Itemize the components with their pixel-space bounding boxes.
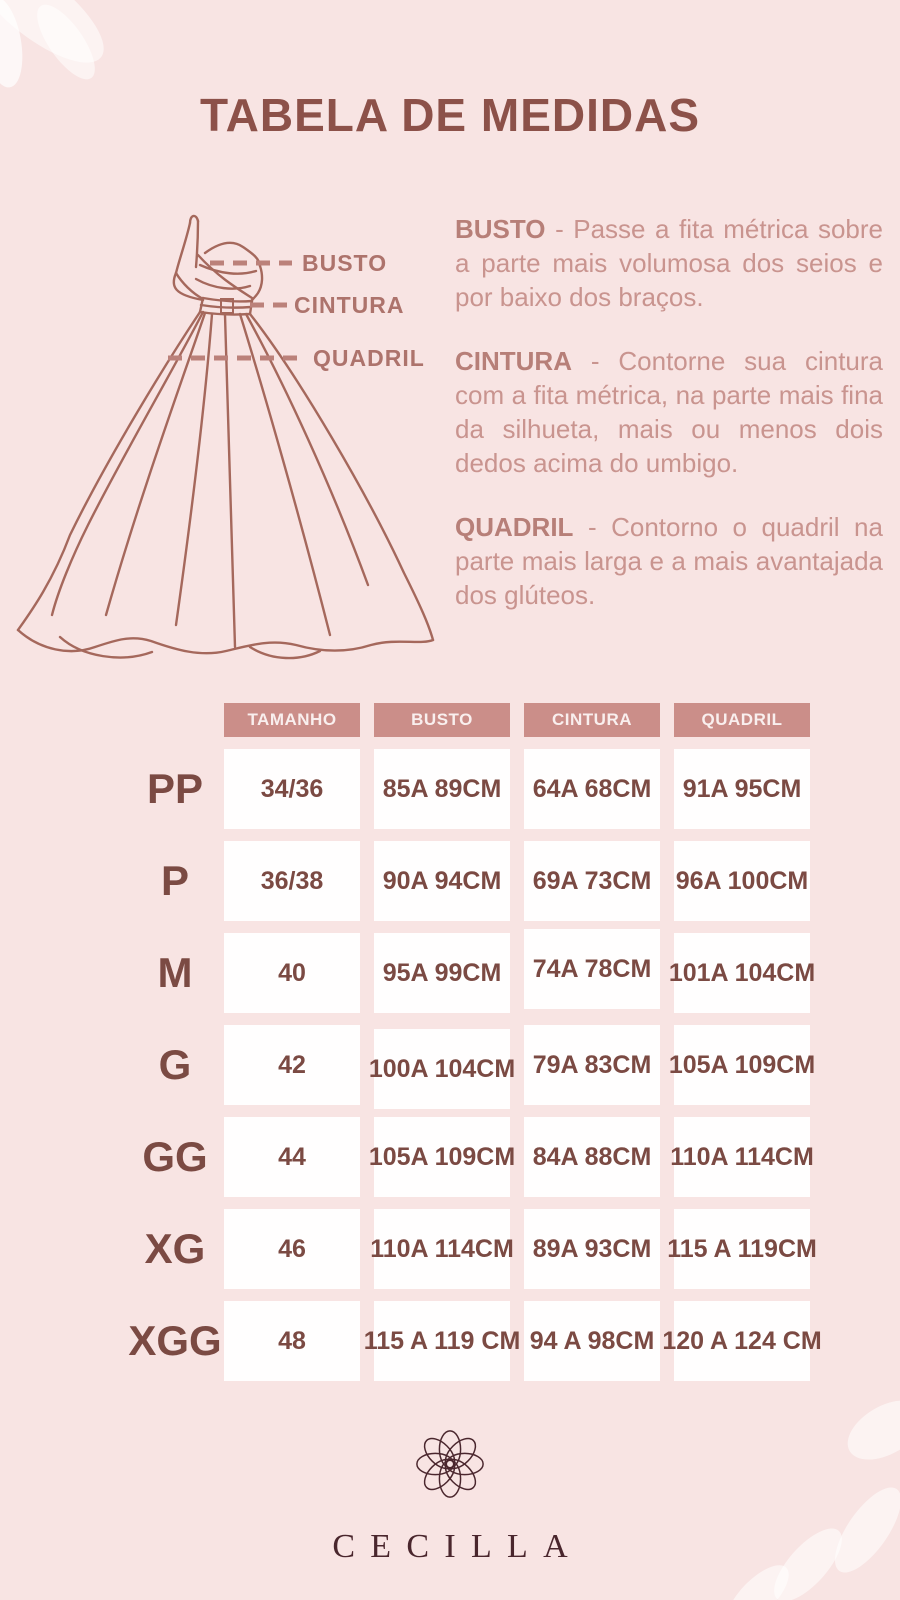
cell-pp-cintura: 64A 68CM bbox=[524, 749, 660, 829]
page-title: TABELA DE MEDIDAS bbox=[200, 89, 700, 141]
cell-xg-quadril: 115 A 119CM bbox=[674, 1209, 810, 1289]
cell-xgg-cintura: 94 A 98CM bbox=[524, 1301, 660, 1381]
cell-p-quadril: 96A 100CM bbox=[674, 841, 810, 921]
cell-xg-tamanho: 46 bbox=[224, 1209, 360, 1289]
table-corner-spacer bbox=[140, 703, 210, 737]
row-label-g: G bbox=[158, 1041, 192, 1088]
cell-xgg-quadril: 120 A 124 CM bbox=[674, 1301, 810, 1381]
cell-g-cintura: 79A 83CM bbox=[524, 1025, 660, 1105]
measurement-guide bbox=[455, 212, 883, 642]
size-table bbox=[128, 703, 822, 1381]
cell-xgg-tamanho: 48 bbox=[224, 1301, 360, 1381]
guide-busto-text: - Passe a fita métrica sobre a parte mais volumosa dos seios e por baixo dos braços. bbox=[455, 214, 883, 312]
row-label-pp: PP bbox=[146, 765, 204, 812]
cell-pp-tamanho: 34/36 bbox=[224, 749, 360, 829]
header-tamanho: TAMANHO bbox=[224, 703, 360, 737]
guide-quadril-term: QUADRIL bbox=[455, 512, 574, 542]
cell-gg-busto: 105A 109CM bbox=[374, 1117, 510, 1197]
row-label-xg: XG bbox=[144, 1225, 206, 1272]
header-busto: BUSTO bbox=[374, 703, 510, 737]
guide-cintura-text: - Contorne sua cintura com a fita métrica, na parte mais fina da silhueta, mais ou menos dois dedos acima do umbigo. bbox=[455, 346, 883, 478]
cell-p-tamanho: 36/38 bbox=[224, 841, 360, 921]
cell-gg-cintura: 84A 88CM bbox=[524, 1117, 660, 1197]
guide-busto-term: BUSTO bbox=[455, 214, 546, 244]
brand-footer bbox=[0, 1418, 900, 1566]
cell-m-tamanho: 40 bbox=[224, 933, 360, 1013]
cell-g-tamanho: 42 bbox=[224, 1025, 360, 1105]
header-cintura: CINTURA bbox=[524, 703, 660, 737]
cell-pp-busto: 85A 89CM bbox=[374, 749, 510, 829]
guide-cintura-term: CINTURA bbox=[455, 346, 572, 376]
brand-name: CECILLA bbox=[332, 1528, 583, 1565]
dress-illustration bbox=[0, 195, 450, 665]
guide-quadril bbox=[455, 510, 883, 612]
cell-gg-tamanho: 44 bbox=[224, 1117, 360, 1197]
row-label-xgg: XGG bbox=[128, 1317, 222, 1364]
diagram-label-cintura: CINTURA bbox=[294, 292, 405, 318]
flower-logo-icon bbox=[404, 1418, 496, 1510]
cell-m-cintura: 74A 78CM bbox=[524, 929, 660, 1009]
cell-m-busto: 95A 99CM bbox=[374, 933, 510, 1013]
cell-pp-quadril: 91A 95CM bbox=[674, 749, 810, 829]
guide-quadril-text: - Contorno o quadril na parte mais larga e a mais avantajada dos glúteos. bbox=[455, 512, 883, 610]
row-label-p: P bbox=[160, 857, 189, 904]
cell-p-cintura: 69A 73CM bbox=[524, 841, 660, 921]
cell-g-busto: 100A 104CM bbox=[374, 1029, 510, 1109]
cell-gg-quadril: 110A 114CM bbox=[674, 1117, 810, 1197]
cell-p-busto: 90A 94CM bbox=[374, 841, 510, 921]
cell-xg-cintura: 89A 93CM bbox=[524, 1209, 660, 1289]
cell-xg-busto: 110A 114CM bbox=[374, 1209, 510, 1289]
header-quadril: QUADRIL bbox=[674, 703, 810, 737]
guide-busto bbox=[455, 212, 883, 314]
cell-m-quadril: 101A 104CM bbox=[674, 933, 810, 1013]
guide-cintura bbox=[455, 344, 883, 480]
cell-g-quadril: 105A 109CM bbox=[674, 1025, 810, 1105]
diagram-label-quadril: QUADRIL bbox=[313, 345, 425, 371]
diagram-label-busto: BUSTO bbox=[302, 250, 388, 276]
cell-xgg-busto: 115 A 119 CM bbox=[374, 1301, 510, 1381]
row-label-gg: GG bbox=[142, 1133, 208, 1180]
row-label-m: M bbox=[157, 949, 193, 996]
